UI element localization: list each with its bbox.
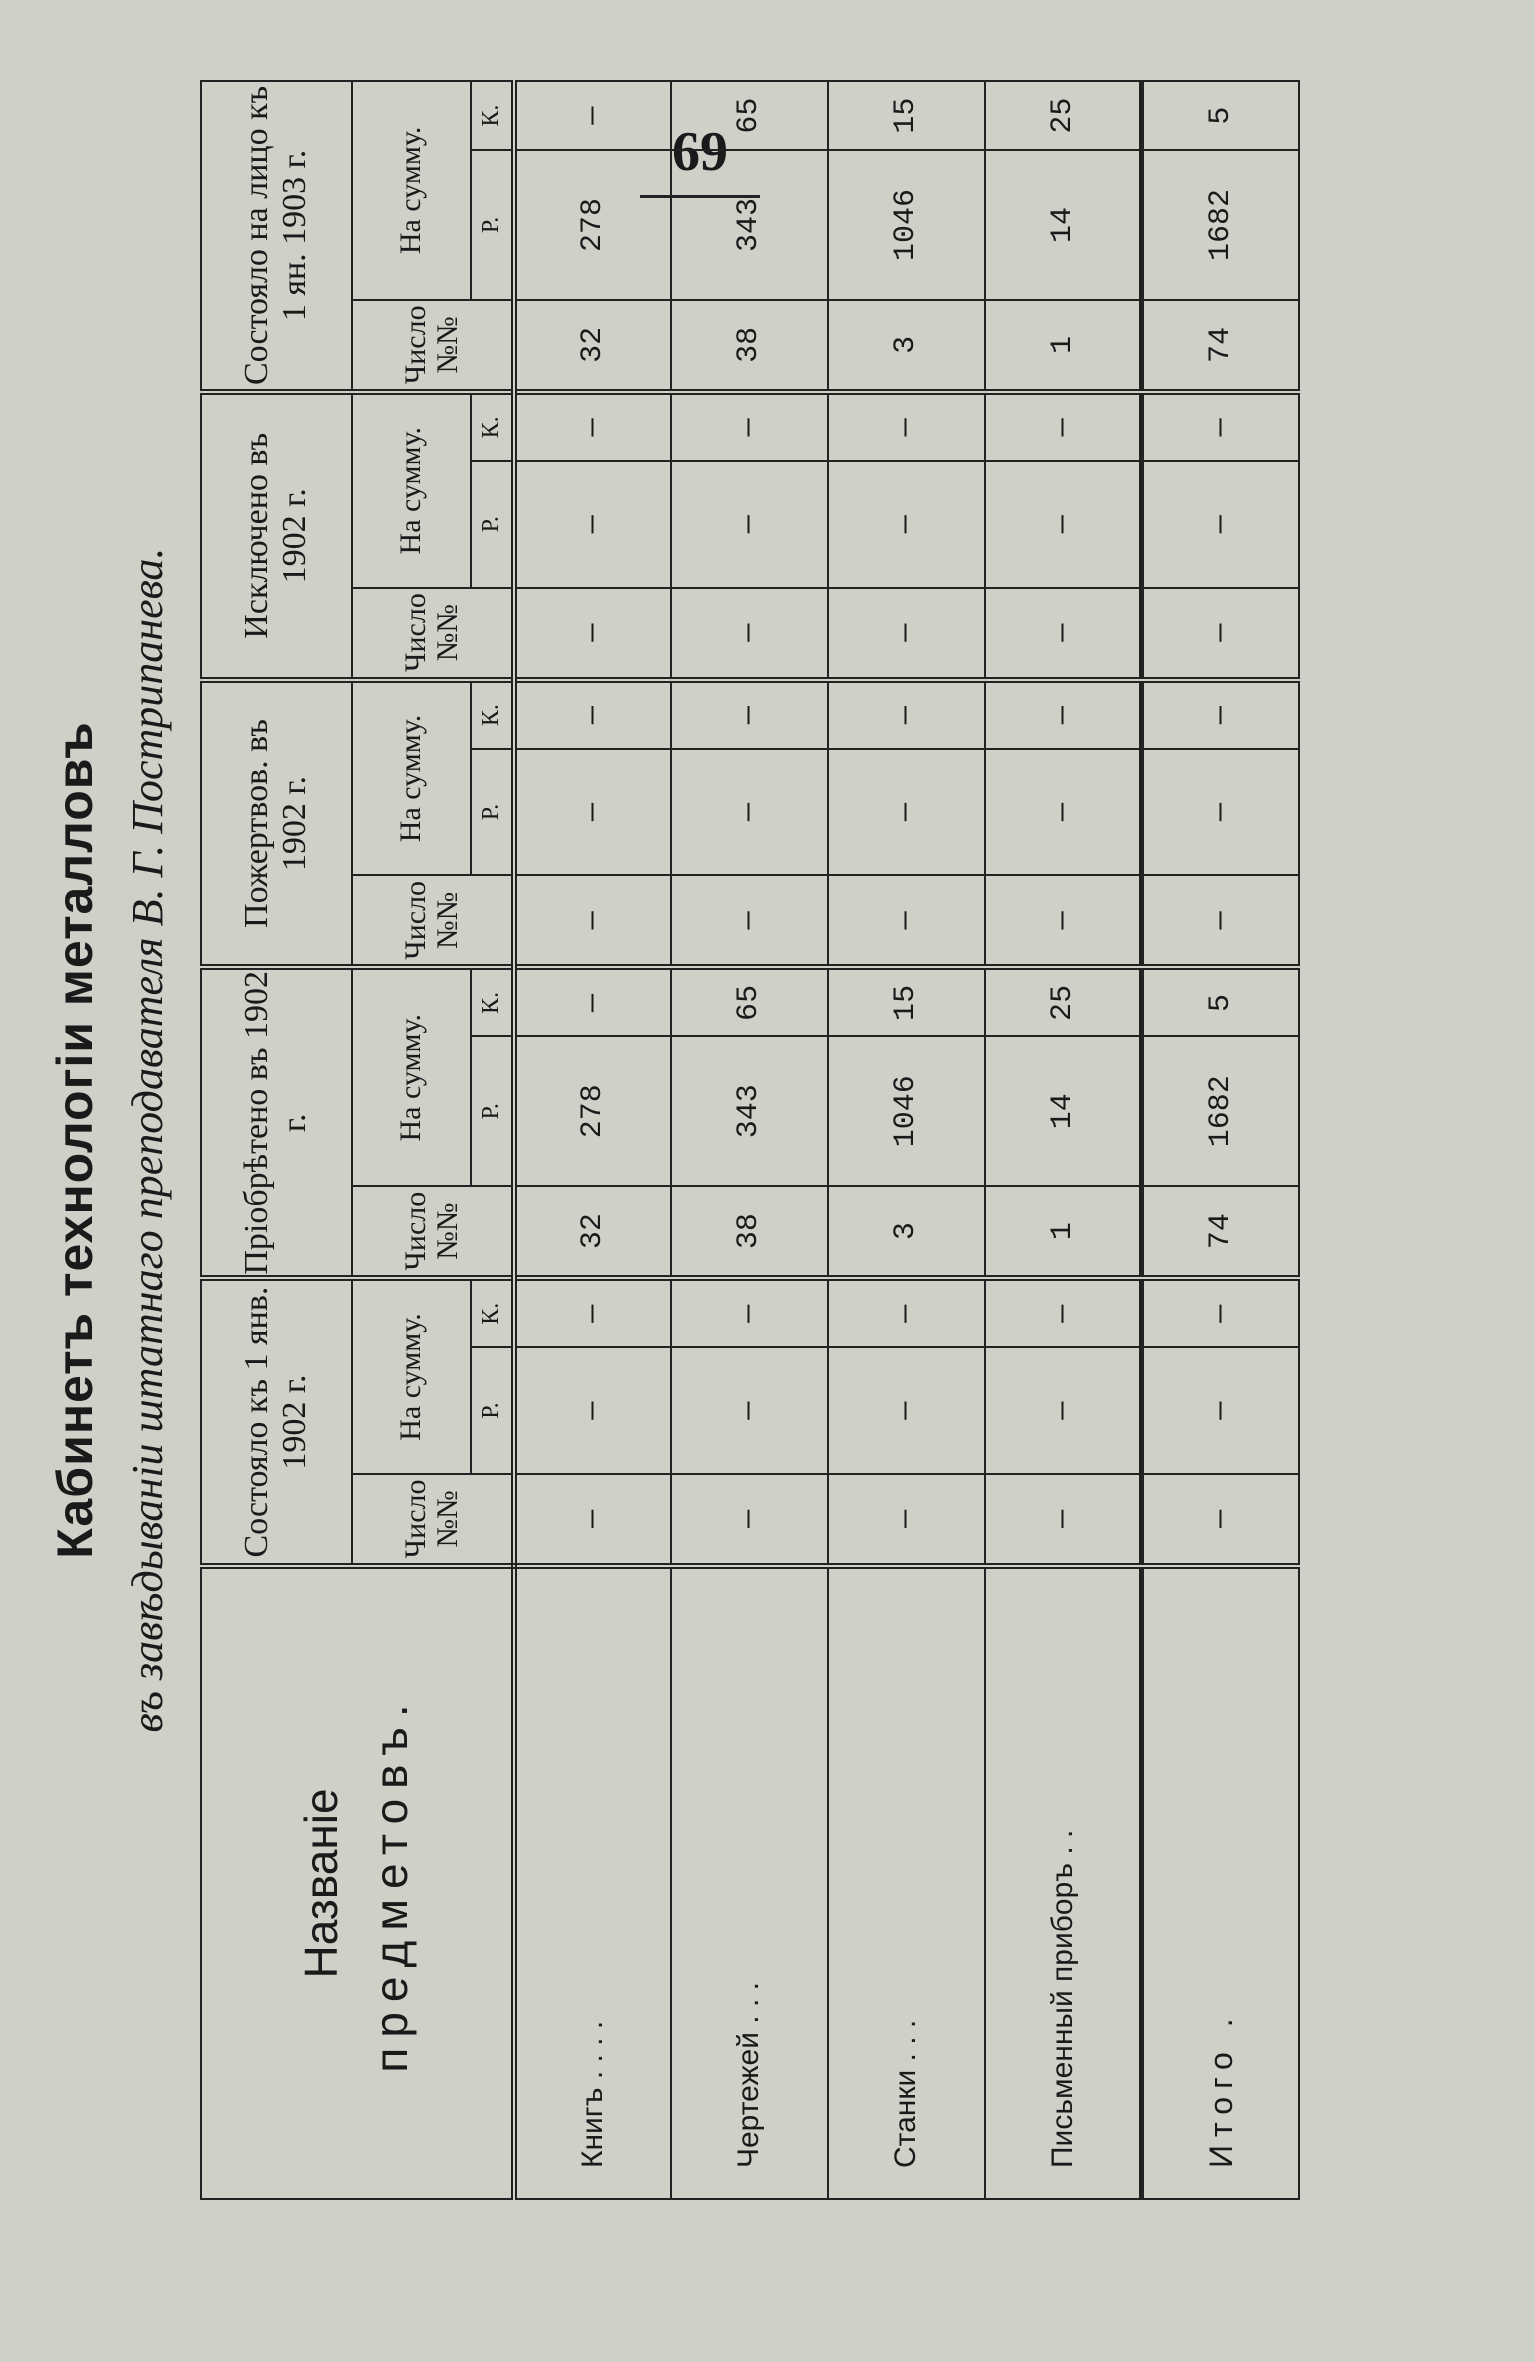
sum-header-2: На сумму. (352, 967, 471, 1186)
page-title: Кабинетъ технологіи металловъ (47, 721, 103, 1559)
cell: — (985, 875, 1142, 967)
cell: — (671, 1278, 828, 1347)
group-header-1: Состояло къ 1 янв. 1902 г. (201, 1278, 352, 1566)
cell: — (828, 1474, 985, 1566)
total-cell: 74 (1142, 300, 1299, 392)
cell: 14 (985, 1036, 1142, 1186)
total-cell: 1682 (1142, 1036, 1299, 1186)
total-label: Итого . (1142, 1566, 1299, 2199)
name-header-line1: Названіе (295, 1788, 348, 1979)
cell: — (985, 680, 1142, 749)
group-header-3: Пожертвов. въ 1902 г. (201, 680, 352, 968)
cell: 38 (671, 1186, 828, 1278)
total-cell: — (1142, 1278, 1299, 1347)
cell: — (985, 749, 1142, 876)
cell: — (671, 461, 828, 588)
cell: — (671, 1474, 828, 1566)
cell: 14 (985, 150, 1142, 300)
cell: 278 (514, 150, 671, 300)
total-row (1142, 81, 1299, 2199)
cell: — (514, 1474, 671, 1566)
count-header-5: Число №№ (352, 300, 514, 392)
cell: — (514, 588, 671, 680)
cell: — (828, 1347, 985, 1474)
cell: — (514, 967, 671, 1036)
cell: — (671, 588, 828, 680)
rub-header-1: Р. (471, 1347, 514, 1474)
cell: 278 (514, 1036, 671, 1186)
rub-header-3: Р. (471, 749, 514, 876)
count-header-1: Число №№ (352, 1474, 514, 1566)
table-row (514, 81, 671, 2199)
cell: 343 (671, 1036, 828, 1186)
total-cell: 74 (1142, 1186, 1299, 1278)
row-name: Книгъ . . . . (514, 1566, 671, 2199)
cell: — (671, 392, 828, 461)
name-column-header (201, 1566, 514, 2199)
rub-header-4: Р. (471, 461, 514, 588)
cell: — (671, 875, 828, 967)
cell: 3 (828, 1186, 985, 1278)
total-cell: 5 (1142, 81, 1299, 150)
cell: — (828, 461, 985, 588)
cell: — (514, 392, 671, 461)
total-cell: — (1142, 749, 1299, 876)
total-cell: — (1142, 392, 1299, 461)
cell: — (828, 392, 985, 461)
cell: 15 (828, 81, 985, 150)
cell: 15 (828, 967, 985, 1036)
cell: 65 (671, 967, 828, 1036)
cell: 1046 (828, 150, 985, 300)
cell: — (514, 81, 671, 150)
group-header-5: Состояло на лицо къ 1 ян. 1903 г. (201, 81, 352, 392)
total-cell: — (1142, 1347, 1299, 1474)
cell: — (985, 1347, 1142, 1474)
cell: 3 (828, 300, 985, 392)
kop-header-1: К. (471, 1278, 514, 1347)
rotated-content (40, 40, 1300, 2240)
cell: — (828, 680, 985, 749)
cell: — (985, 588, 1142, 680)
cell: — (985, 1278, 1142, 1347)
cell: — (514, 680, 671, 749)
sum-header-1: На сумму. (352, 1278, 471, 1474)
row-name: Чертежей . . . (671, 1566, 828, 2199)
cell: — (514, 749, 671, 876)
total-cell: — (1142, 588, 1299, 680)
table-row (828, 81, 985, 2199)
total-cell: — (1142, 1474, 1299, 1566)
cell: 65 (671, 81, 828, 150)
inventory-table (200, 80, 1300, 2200)
sum-header-3: На сумму. (352, 680, 471, 876)
cell: — (985, 392, 1142, 461)
total-cell: 5 (1142, 967, 1299, 1036)
cell: — (985, 1474, 1142, 1566)
total-cell: — (1142, 680, 1299, 749)
group-header-4: Исключено въ 1902 г. (201, 392, 352, 680)
total-cell: — (1142, 461, 1299, 588)
cell: 25 (985, 967, 1142, 1036)
cell: 343 (671, 150, 828, 300)
cell: 1046 (828, 1036, 985, 1186)
cell: 32 (514, 300, 671, 392)
cell: — (514, 461, 671, 588)
page-number: 69 (672, 121, 728, 183)
name-header-line2: предметовъ. (365, 1694, 418, 2073)
rub-header-2: Р. (471, 1036, 514, 1186)
cell: — (828, 749, 985, 876)
table-row (671, 81, 828, 2199)
rub-header-5: Р. (471, 150, 514, 300)
cell: — (828, 1278, 985, 1347)
sum-header-4: На сумму. (352, 392, 471, 588)
cell: — (514, 875, 671, 967)
count-header-2: Число №№ (352, 1186, 514, 1278)
cell: 1 (985, 1186, 1142, 1278)
kop-header-3: К. (471, 680, 514, 749)
cell: 32 (514, 1186, 671, 1278)
table-row (985, 81, 1142, 2199)
cell: — (514, 1278, 671, 1347)
total-cell: — (1142, 875, 1299, 967)
cell: — (985, 461, 1142, 588)
cell: 38 (671, 300, 828, 392)
row-name: Станки . . . (828, 1566, 985, 2199)
cell: — (671, 1347, 828, 1474)
row-name: Письменный приборъ . . (985, 1566, 1142, 2199)
page-subtitle: въ завѣдываніи штатнаго преподавателя В. Г. Пострипанева. (123, 547, 172, 1733)
kop-header-5: К. (471, 81, 514, 150)
count-header-3: Число №№ (352, 875, 514, 967)
cell: — (514, 1347, 671, 1474)
cell: — (671, 680, 828, 749)
count-header-4: Число №№ (352, 588, 514, 680)
kop-header-2: К. (471, 967, 514, 1036)
cell: 1 (985, 300, 1142, 392)
sum-header-5: На сумму. (352, 81, 471, 300)
cell: 25 (985, 81, 1142, 150)
kop-header-4: К. (471, 392, 514, 461)
cell: — (828, 588, 985, 680)
cell: — (671, 749, 828, 876)
total-cell: 1682 (1142, 150, 1299, 300)
cell: — (828, 875, 985, 967)
group-header-2: Пріобрѣтено въ 1902 г. (201, 967, 352, 1278)
